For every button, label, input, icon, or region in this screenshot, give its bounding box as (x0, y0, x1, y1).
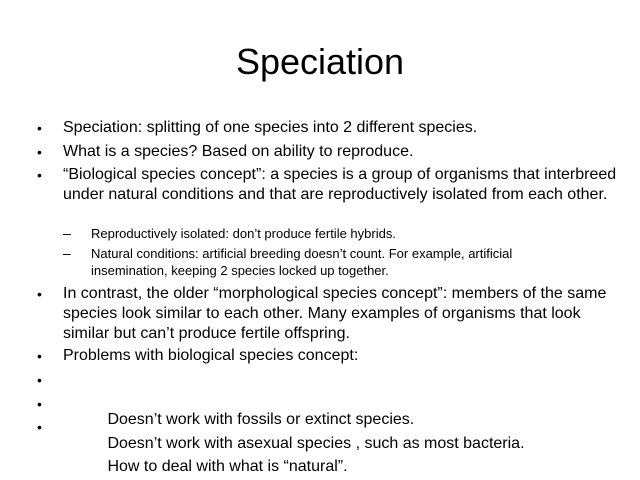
sub-bullet-text: Reproductively isolated: don’t produce fertile hybrids. (91, 226, 396, 241)
bullet-marker: • (37, 286, 42, 302)
bullet-item (37, 142, 623, 162)
sub-bullet-item (63, 245, 571, 279)
bullet-text: What is a species? Based on ability to reproduce. (63, 143, 414, 160)
bullet-marker: • (37, 167, 42, 183)
bullet-text: Problems with biological species concept: (63, 347, 359, 364)
slide-title: Speciation (235, 41, 405, 82)
dash-marker: – (63, 225, 71, 241)
bullet-text: Speciation: splitting of one species into 2 different species. (63, 119, 478, 136)
bullet-text: How to deal with what is “natural”. (89, 458, 348, 475)
sub-bullet-text: Natural conditions: artificial breeding doesn’t count. For example, artificial insemination, keeping 2 species locked up together. (91, 246, 513, 278)
bullet-marker: • (37, 419, 42, 435)
bullet-marker: • (37, 144, 42, 160)
bullet-item (37, 284, 623, 344)
bullet-marker: • (37, 396, 42, 412)
bullet-item (37, 165, 623, 205)
bullet-item (37, 346, 623, 366)
bullet-text: “Biological species concept”: a species is a group of organisms that interbreed under natural conditions and that are reproductively isolated from each other. (63, 166, 617, 203)
bullet-marker: • (37, 348, 42, 364)
bullet-marker: • (37, 372, 42, 388)
bullet-text: Doesn’t work with asexual species , such as most bacteria. (89, 435, 525, 452)
bullet-item (37, 417, 623, 480)
bullet-marker: • (37, 120, 42, 136)
bullet-text: In contrast, the older “morphological species concept”: members of the same species look similar to each other. Many examples of organisms that look similar but can’t produce fertile offspring. (63, 285, 607, 342)
bullet-text: Doesn’t work with fossils or extinct species. (89, 411, 415, 428)
bullet-item (37, 118, 623, 138)
dash-marker: – (63, 245, 71, 261)
sub-bullet-item (63, 225, 571, 242)
